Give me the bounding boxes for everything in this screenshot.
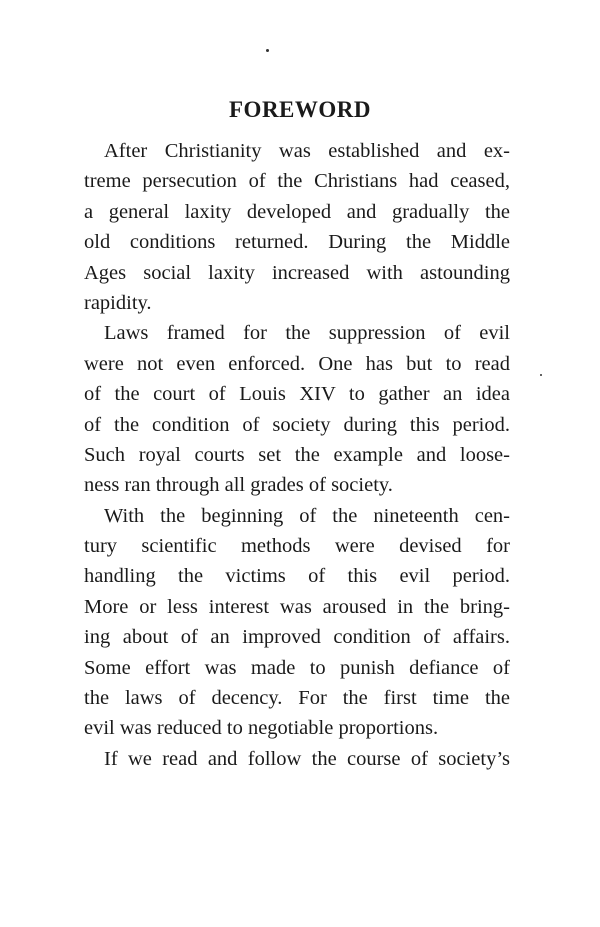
text-line: Ages social laxity increased with astounding bbox=[84, 261, 510, 284]
text-line: If we read and follow the course of society’s bbox=[104, 747, 510, 770]
text-line: tury scientific methods were devised for bbox=[84, 535, 510, 558]
text-line: Such royal courts set the example and loose- bbox=[84, 443, 510, 466]
page-title: FOREWORD bbox=[229, 97, 371, 122]
text-line: More or less interest was aroused in the bring- bbox=[84, 595, 510, 618]
text-line: With the beginning of the nineteenth cen- bbox=[104, 504, 510, 527]
text-line: ness ran through all grades of society. bbox=[84, 474, 393, 497]
text-line: were not even enforced. One has but to read bbox=[84, 352, 510, 375]
text-line: ing about of an improved condition of affairs. bbox=[84, 626, 510, 649]
text-line: of the court of Louis XIV to gather an idea bbox=[84, 383, 510, 406]
ink-speck bbox=[540, 374, 542, 376]
text-line: old conditions returned. During the Middle bbox=[84, 231, 510, 254]
text-line: treme persecution of the Christians had ceased, bbox=[84, 170, 510, 193]
ink-speck bbox=[266, 49, 269, 52]
body-text bbox=[84, 136, 510, 774]
text-line: After Christianity was established and ex- bbox=[104, 140, 510, 162]
text-line: rapidity. bbox=[84, 291, 152, 314]
text-line: a general laxity developed and gradually the bbox=[84, 200, 510, 223]
text-line: the laws of decency. For the first time the bbox=[84, 687, 510, 710]
text-line: Laws framed for the suppression of evil bbox=[104, 322, 510, 345]
text-line: handling the victims of this evil period. bbox=[84, 565, 510, 588]
text-line: Some effort was made to punish defiance of bbox=[84, 656, 510, 679]
text-line: of the condition of society during this period. bbox=[84, 413, 510, 436]
text-line: evil was reduced to negotiable proportions. bbox=[84, 717, 439, 740]
